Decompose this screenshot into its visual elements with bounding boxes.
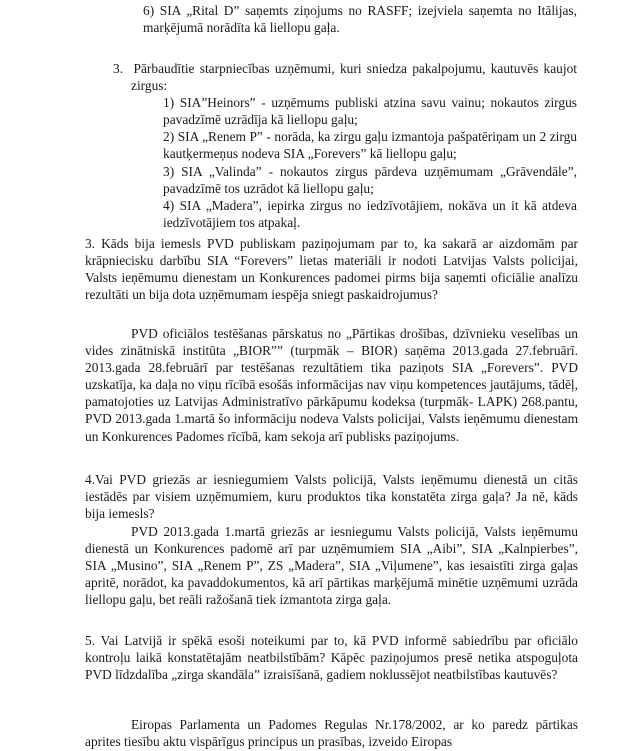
question-4: 4.Vai PVD griezās ar iesniegumiem Valsts policijā, Valsts ieņēmumu dienestā un citās iestādēs par visiem uzņēmumiem, kuru produktos tika konstatēta zirga gaļa? Ja nē, kāds bija iemesls? xyxy=(85,472,578,522)
list-item-6 xyxy=(143,2,577,36)
sub-item-1: 1) SIA”Heinors” - uzņēmums publiski atzina savu vainu; nokautos zirgus pavadzīmē uzrādīja kā liellopu gaļu; xyxy=(163,95,577,128)
answer-3: PVD oficiālos testēšanas pārskatus no „Pārtikas drošības, dzīvnieku veselības un vides zinātniskā institūta „BIOR”” (turpmāk – BIOR) saņēma 2013.gada 27.februārī. 2013.gada 28.februārī par testēšanas rezultātiem tika paziņots SIA „Forevers”. PVD uzskatīja, ka daļa no viņu rīcībā esošās informācijas nav viņu kompetences jautājums, tādēļ, pamatojoties uz Latvijas Administratīvo pārkāpumu kodeksa (turpmāk- LAPK) 268.pantu, PVD 2013.gada 1.martā šo informāciju nodeva Valsts policijai, Valsts ieņēmumu dienestam un Konkurences Padomes rīcībā, kam sekoja arī publisks paziņojums. xyxy=(85,326,578,444)
question-3: 3. Kāds bija iemesls PVD publiskam paziņojumam par to, ka sakarā ar aizdomām par krāpniecisku darbību SIA “Forevers” lietas materiāli ir nodoti Latvijas Valsts policijai, Valsts ieņēmumu dienestam un Konkurences padomei pirms bija saņemti oficiālie analīzu rezultāti un bija dota uzņēmumam iespēja sniegt paskaidrojumus? xyxy=(85,236,578,303)
sub-item-4: 4) SIA „Madera”, iepirka zirgus no iedzīvotājiem, nokāva un it kā atdeva iedzīvotājiem tos atpakaļ. xyxy=(163,197,577,230)
question-5: 5. Vai Latvijā ir spēkā esoši noteikumi par to, kā PVD informē sabiedrību par oficiālo kontroļu laikā konstatētajām neatbilstībām? Kāpēc paziņojumos presē netika atspoguļota PVD līdzdalība „zirga skandāla” izraisīšanā, gadiem noklussējot neatbilstības kautuvēs? xyxy=(85,633,578,683)
list-item-3 xyxy=(113,60,577,231)
sub-item-2: 2) SIA „Renem P” - norāda, ka zirgu gaļu izmantoja pašpatēriņam un 2 zirgu kautķermeņus nodeva SIA „Forevers” kā liellopu gaļu; xyxy=(163,129,577,162)
list-item-6-text: 6) SIA „Rital D” saņemts ziņojums no RASFF; izejviela saņemta no Itālijas, marķējumā norādīta kā liellopu gaļa. xyxy=(143,3,577,36)
answer-4: PVD 2013.gada 1.martā griezās ar iesniegumu Valsts policijā, Valsts ieņēmumu dienestā un Konkurences padomē arī par uzņēmumiem SIA „Aibi”, SIA „Kalnpierbes”, SIA „Musino”, SIA „Renem P”, ZS „Madera”, SIA „Viļumene”, kas iesaistīti zirga gaļas apritē, norādot, ka pavaddokumentos, kā arī pārtikas marķējumā minētie uzņēmumi uzrāda liellopu gaļu, bet reāli ražošanā tiek izmantota zirga gaļa. xyxy=(85,524,578,608)
answer-5: Eiropas Parlamenta un Padomes Regulas Nr.178/2002, ar ko paredz pārtikas aprites tiesību aktu vispārīgus principus un prasības, izveido Eiropas xyxy=(85,717,578,750)
list-item-3-heading: 3. Pārbaudītie starpniecības uzņēmumi, kuri sniedza pakalpojumu, kautuvēs kaujot zirgus: xyxy=(113,61,577,94)
sub-item-3: 3) SIA „Valinda” - nokautos zirgus pārdeva uzņēmumam „Grāvendāle”, pavadzīmē tos uzrādot kā liellopu gaļu; xyxy=(163,163,577,196)
